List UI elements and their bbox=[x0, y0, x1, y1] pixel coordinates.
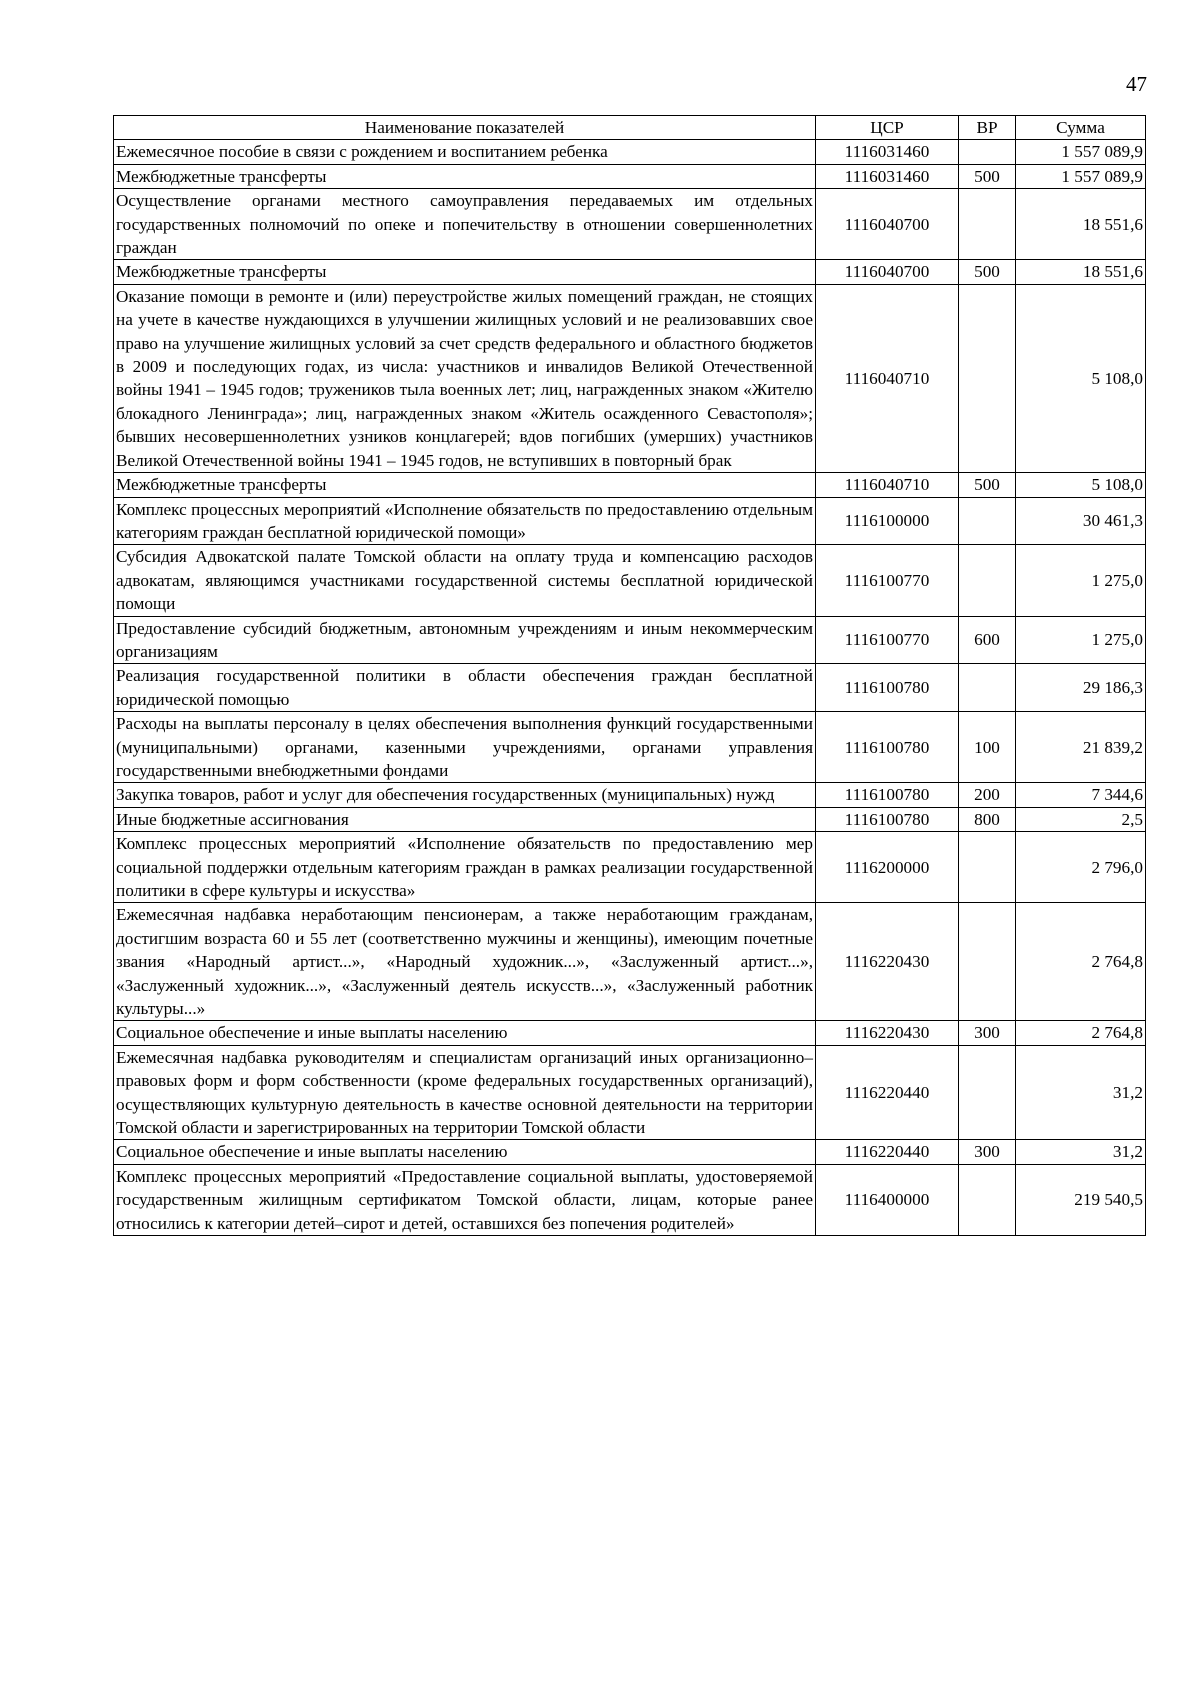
header-sum: Сумма bbox=[1016, 116, 1146, 140]
cell-csr: 1116040710 bbox=[816, 284, 959, 472]
cell-vr bbox=[959, 284, 1016, 472]
budget-table bbox=[113, 115, 1146, 1236]
cell-name: Ежемесячная надбавка руководителям и специалистам организаций иных организационно–правовых форм и форм собственности (кроме федеральных государственных организаций), осуществляющих культурную деятельность в качестве основной деятельности на территории Томской области и зарегистрированных на территории Томской области bbox=[114, 1045, 816, 1140]
cell-csr: 1116220440 bbox=[816, 1140, 959, 1164]
cell-name: Межбюджетные трансферты bbox=[114, 260, 816, 284]
cell-vr bbox=[959, 497, 1016, 545]
cell-name: Расходы на выплаты персоналу в целях обеспечения выполнения функций государственными (муниципальными) органами, казенными учреждениями, органами управления государственными внебюджетными фондами bbox=[114, 712, 816, 783]
cell-sum: 5 108,0 bbox=[1016, 284, 1146, 472]
cell-name: Социальное обеспечение и иные выплаты населению bbox=[114, 1021, 816, 1045]
table-row bbox=[114, 164, 1146, 188]
table-row bbox=[114, 903, 1146, 1021]
cell-csr: 1116100780 bbox=[816, 783, 959, 807]
cell-csr: 1116040710 bbox=[816, 473, 959, 497]
cell-csr: 1116031460 bbox=[816, 164, 959, 188]
cell-name: Комплекс процессных мероприятий «Предоставление социальной выплаты, удостоверяемой государственным жилищным сертификатом Томской области, лицам, которые ранее относились к категории детей–сирот и детей, оставшихся без попечения родителей» bbox=[114, 1164, 816, 1235]
cell-vr: 100 bbox=[959, 712, 1016, 783]
table-row bbox=[114, 1140, 1146, 1164]
cell-csr: 1116100780 bbox=[816, 712, 959, 783]
cell-sum: 1 275,0 bbox=[1016, 616, 1146, 664]
cell-vr: 500 bbox=[959, 164, 1016, 188]
cell-name: Межбюджетные трансферты bbox=[114, 164, 816, 188]
cell-sum: 30 461,3 bbox=[1016, 497, 1146, 545]
table-row bbox=[114, 783, 1146, 807]
table-row bbox=[114, 1021, 1146, 1045]
cell-name: Осуществление органами местного самоуправления передаваемых им отдельных государственных полномочий по опеке и попечительству в отношении совершеннолетних граждан bbox=[114, 189, 816, 260]
table-row bbox=[114, 616, 1146, 664]
table-body bbox=[114, 140, 1146, 1236]
cell-vr bbox=[959, 545, 1016, 616]
header-row bbox=[114, 116, 1146, 140]
cell-name: Ежемесячная надбавка неработающим пенсионерам, а также неработающим гражданам, достигшим возраста 60 и 55 лет (соответственно мужчины и женщины), имеющим почетные звания «Народный артист...», «Народный художник...», «Заслуженный артист...», «Заслуженный художник...», «Заслуженный деятель искусств...», «Заслуженный работник культуры...» bbox=[114, 903, 816, 1021]
table-row bbox=[114, 284, 1146, 472]
cell-sum: 1 275,0 bbox=[1016, 545, 1146, 616]
cell-sum: 2 764,8 bbox=[1016, 1021, 1146, 1045]
cell-csr: 1116100770 bbox=[816, 545, 959, 616]
page-number: 47 bbox=[1126, 72, 1147, 96]
cell-csr: 1116220430 bbox=[816, 1021, 959, 1045]
cell-csr: 1116220430 bbox=[816, 903, 959, 1021]
cell-sum: 18 551,6 bbox=[1016, 189, 1146, 260]
cell-name: Реализация государственной политики в области обеспечения граждан бесплатной юридической помощью bbox=[114, 664, 816, 712]
cell-sum: 2 764,8 bbox=[1016, 903, 1146, 1021]
cell-csr: 1116040700 bbox=[816, 260, 959, 284]
cell-sum: 5 108,0 bbox=[1016, 473, 1146, 497]
table-row bbox=[114, 545, 1146, 616]
cell-vr: 300 bbox=[959, 1021, 1016, 1045]
header-csr: ЦСР bbox=[816, 116, 959, 140]
cell-sum: 31,2 bbox=[1016, 1045, 1146, 1140]
cell-vr bbox=[959, 1045, 1016, 1140]
cell-name: Комплекс процессных мероприятий «Исполнение обязательств по предоставлению мер социальной поддержки отдельным категориям граждан в рамках реализации государственной политики в сфере культуры и искусства» bbox=[114, 832, 816, 903]
cell-sum: 31,2 bbox=[1016, 1140, 1146, 1164]
cell-vr: 200 bbox=[959, 783, 1016, 807]
cell-name: Закупка товаров, работ и услуг для обеспечения государственных (муниципальных) нужд bbox=[114, 783, 816, 807]
cell-vr bbox=[959, 1164, 1016, 1235]
cell-sum: 2 796,0 bbox=[1016, 832, 1146, 903]
table-row bbox=[114, 664, 1146, 712]
cell-csr: 1116100770 bbox=[816, 616, 959, 664]
cell-vr: 600 bbox=[959, 616, 1016, 664]
table-row bbox=[114, 1164, 1146, 1235]
cell-name: Ежемесячное пособие в связи с рождением и воспитанием ребенка bbox=[114, 140, 816, 164]
table-row bbox=[114, 189, 1146, 260]
header-vr: ВР bbox=[959, 116, 1016, 140]
cell-sum: 1 557 089,9 bbox=[1016, 164, 1146, 188]
cell-vr bbox=[959, 832, 1016, 903]
table-row bbox=[114, 140, 1146, 164]
cell-sum: 18 551,6 bbox=[1016, 260, 1146, 284]
cell-csr: 1116200000 bbox=[816, 832, 959, 903]
cell-csr: 1116100000 bbox=[816, 497, 959, 545]
cell-name: Социальное обеспечение и иные выплаты населению bbox=[114, 1140, 816, 1164]
table-row bbox=[114, 260, 1146, 284]
cell-csr: 1116400000 bbox=[816, 1164, 959, 1235]
cell-vr: 300 bbox=[959, 1140, 1016, 1164]
cell-sum: 7 344,6 bbox=[1016, 783, 1146, 807]
cell-sum: 21 839,2 bbox=[1016, 712, 1146, 783]
cell-vr: 500 bbox=[959, 260, 1016, 284]
cell-vr bbox=[959, 664, 1016, 712]
table-header bbox=[114, 116, 1146, 140]
cell-csr: 1116031460 bbox=[816, 140, 959, 164]
cell-csr: 1116220440 bbox=[816, 1045, 959, 1140]
table-row bbox=[114, 1045, 1146, 1140]
cell-sum: 2,5 bbox=[1016, 807, 1146, 831]
cell-name: Межбюджетные трансферты bbox=[114, 473, 816, 497]
cell-vr bbox=[959, 140, 1016, 164]
cell-name: Оказание помощи в ремонте и (или) переустройстве жилых помещений граждан, не стоящих на учете в качестве нуждающихся в улучшении жилищных условий и не реализовавших свое право на улучшение жилищных условий за счет средств федерального и областного бюджетов в 2009 и последующих годах, из числа: участников и инвалидов Великой Отечественной войны 1941 – 1945 годов; тружеников тыла военных лет; лиц, награжденных знаком «Жителю блокадного Ленинграда»; лиц, награжденных знаком «Житель осажденного Севастополя»; бывших несовершеннолетних узников концлагерей; вдов погибших (умерших) участников Великой Отечественной войны 1941 – 1945 годов, не вступивших в повторный брак bbox=[114, 284, 816, 472]
cell-sum: 219 540,5 bbox=[1016, 1164, 1146, 1235]
cell-name: Субсидия Адвокатской палате Томской области на оплату труда и компенсацию расходов адвокатам, являющимся участниками государственной системы бесплатной юридической помощи bbox=[114, 545, 816, 616]
cell-csr: 1116040700 bbox=[816, 189, 959, 260]
cell-name: Предоставление субсидий бюджетным, автономным учреждениям и иным некоммерческим организациям bbox=[114, 616, 816, 664]
cell-sum: 29 186,3 bbox=[1016, 664, 1146, 712]
table-row bbox=[114, 807, 1146, 831]
header-name: Наименование показателей bbox=[114, 116, 816, 140]
table-row bbox=[114, 712, 1146, 783]
cell-name: Иные бюджетные ассигнования bbox=[114, 807, 816, 831]
cell-csr: 1116100780 bbox=[816, 664, 959, 712]
table-row bbox=[114, 497, 1146, 545]
table-row bbox=[114, 832, 1146, 903]
cell-csr: 1116100780 bbox=[816, 807, 959, 831]
cell-vr: 500 bbox=[959, 473, 1016, 497]
cell-name: Комплекс процессных мероприятий «Исполнение обязательств по предоставлению отдельным категориям граждан бесплатной юридической помощи» bbox=[114, 497, 816, 545]
cell-vr bbox=[959, 189, 1016, 260]
cell-vr: 800 bbox=[959, 807, 1016, 831]
cell-sum: 1 557 089,9 bbox=[1016, 140, 1146, 164]
cell-vr bbox=[959, 903, 1016, 1021]
table-row bbox=[114, 473, 1146, 497]
